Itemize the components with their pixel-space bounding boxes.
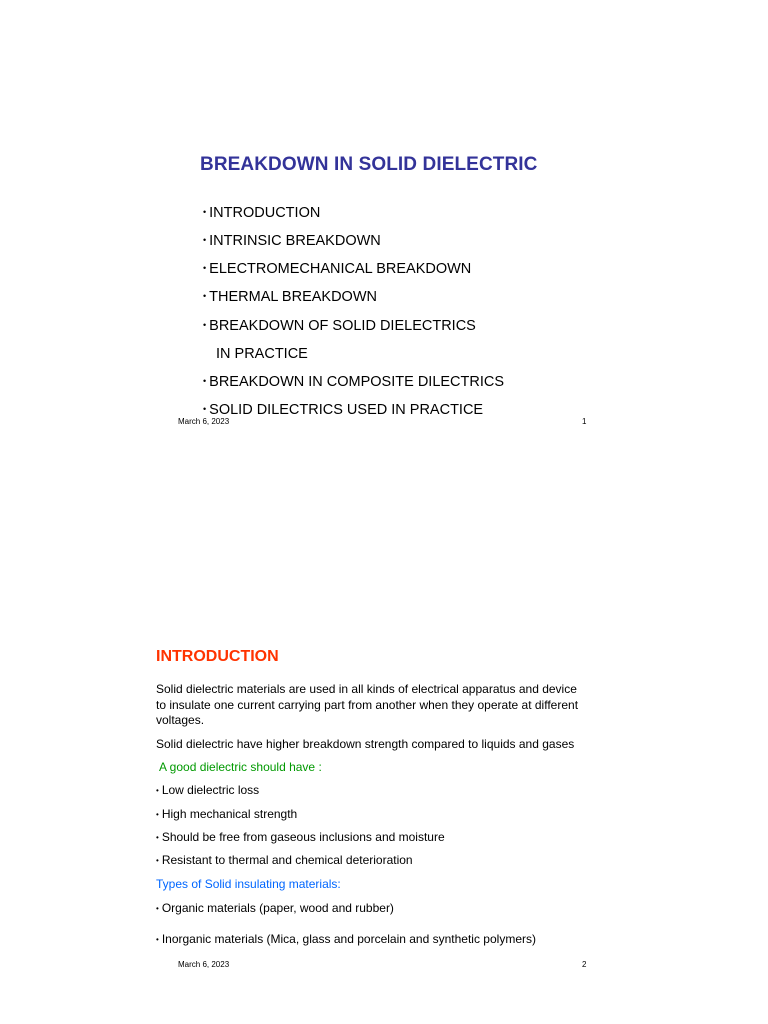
list-item bbox=[203, 402, 483, 418]
bullet: • bbox=[203, 263, 207, 273]
slide-title: INTRODUCTION bbox=[156, 648, 279, 665]
list-item bbox=[156, 901, 394, 917]
list-item bbox=[203, 374, 504, 390]
list-item bbox=[203, 205, 320, 221]
footer-page-number: 2 bbox=[582, 960, 587, 969]
bullet: • bbox=[203, 404, 207, 414]
list-item bbox=[156, 807, 297, 823]
list-item bbox=[156, 830, 445, 846]
list-item-text: INTRODUCTION bbox=[209, 205, 321, 221]
bullet: • bbox=[203, 235, 207, 245]
list-item bbox=[156, 853, 413, 869]
paragraph-line: Solid dielectric materials are used in all kinds of electrical apparatus and device bbox=[156, 682, 577, 696]
list-item-text: INTRINSIC BREAKDOWN bbox=[209, 233, 381, 249]
list-item-text: Low dielectric loss bbox=[161, 783, 260, 797]
bullet: • bbox=[156, 856, 159, 865]
bullet: • bbox=[156, 786, 159, 795]
footer-date: March 6, 2023 bbox=[178, 417, 230, 426]
list-item-continuation: IN PRACTICE bbox=[216, 346, 308, 362]
list-item-text: BREAKDOWN IN COMPOSITE DILECTRICS bbox=[209, 374, 505, 390]
list-item bbox=[203, 233, 381, 249]
list-item-text: Inorganic materials (Mica, glass and porcelain and synthetic polymers) bbox=[161, 932, 536, 946]
list-item-text: ELECTROMECHANICAL BREAKDOWN bbox=[209, 261, 472, 277]
list-item-text: THERMAL BREAKDOWN bbox=[209, 289, 377, 305]
types-heading: Types of Solid insulating materials: bbox=[156, 877, 341, 891]
footer-page-number: 1 bbox=[582, 417, 587, 426]
list-item bbox=[203, 261, 471, 277]
bullet: • bbox=[203, 207, 207, 217]
bullet: • bbox=[203, 291, 207, 301]
footer-date: March 6, 2023 bbox=[178, 960, 230, 969]
list-item-text: Should be free from gaseous inclusions and moisture bbox=[161, 830, 445, 844]
list-item-text: SOLID DILECTRICS USED IN PRACTICE bbox=[209, 402, 484, 418]
list-item bbox=[156, 932, 536, 948]
slide-title: BREAKDOWN IN SOLID DIELECTRIC bbox=[200, 154, 538, 175]
list-item-text: High mechanical strength bbox=[161, 807, 298, 821]
good-dielectric-heading: A good dielectric should have : bbox=[159, 760, 322, 774]
slide-2 bbox=[0, 512, 768, 1024]
bullet: • bbox=[203, 320, 207, 330]
list-item bbox=[203, 289, 377, 305]
bullet: • bbox=[156, 935, 159, 944]
list-item bbox=[156, 783, 259, 799]
paragraph-line: to insulate one current carrying part from another when they operate at different bbox=[156, 698, 579, 712]
paragraph-line: voltages. bbox=[156, 713, 205, 727]
list-item-text: Organic materials (paper, wood and rubber) bbox=[161, 901, 394, 915]
list-item-text: BREAKDOWN OF SOLID DIELECTRICS bbox=[209, 318, 476, 334]
list-item bbox=[203, 318, 476, 334]
bullet: • bbox=[203, 376, 207, 386]
bullet: • bbox=[156, 904, 159, 913]
bullet: • bbox=[156, 833, 159, 842]
bullet: • bbox=[156, 810, 159, 819]
list-item-text: Resistant to thermal and chemical deterioration bbox=[161, 853, 413, 867]
paragraph: Solid dielectric have higher breakdown strength compared to liquids and gases bbox=[156, 737, 575, 751]
